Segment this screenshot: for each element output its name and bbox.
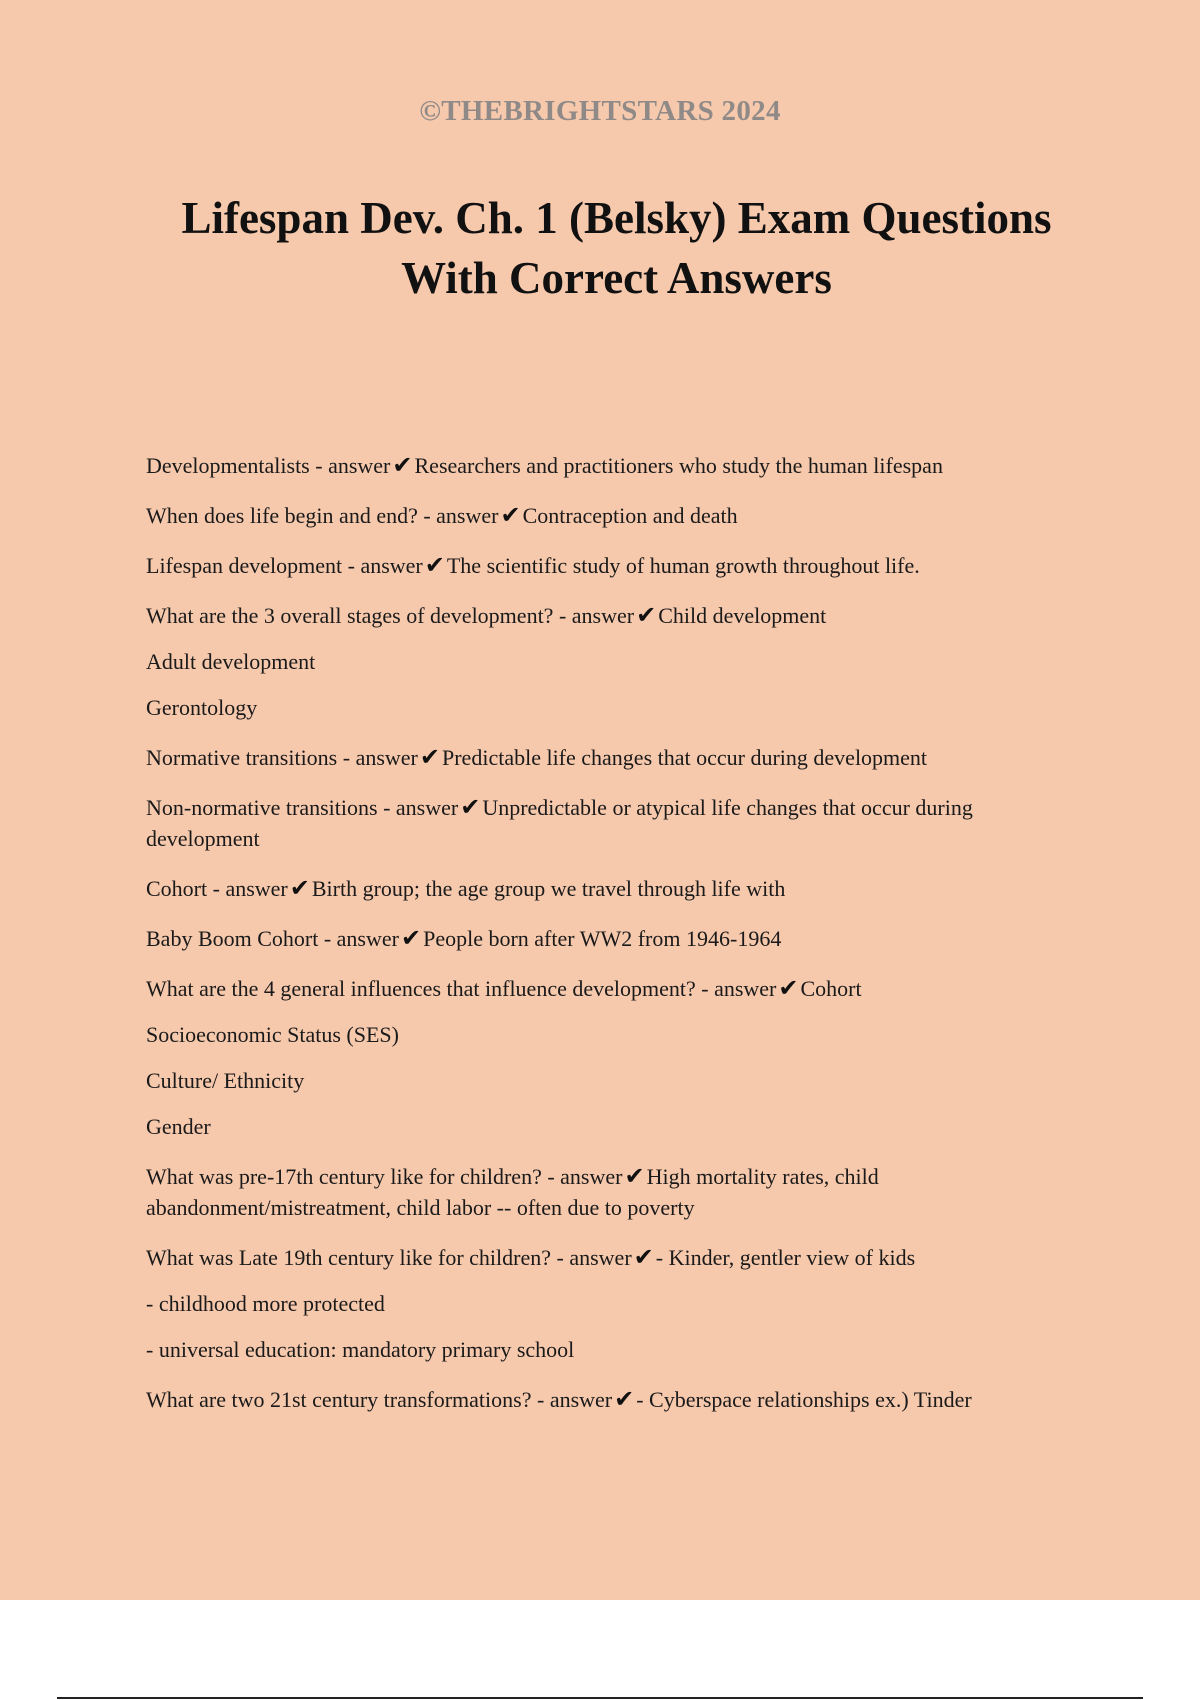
answer-marker: answer <box>395 795 459 820</box>
answer-marker: answer <box>225 876 288 901</box>
footer-divider <box>57 1697 1143 1699</box>
check-icon: ✔ <box>614 1385 635 1413</box>
qa-entry: Normative transitions - answer✔Predictable life changes that occur during development <box>146 743 928 771</box>
question-text: Developmentalists <box>146 453 310 478</box>
qa-entry: Baby Boom Cohort - answer✔People born after WW2 from 1946-1964 <box>146 924 782 952</box>
watermark: ©THEBRIGHTSTARS 2024 <box>419 95 781 127</box>
check-icon: ✔ <box>500 501 521 529</box>
answer-text: Predictable life changes that occur during development <box>442 745 928 770</box>
answer-text: Birth group; the age group we travel through life with <box>311 876 786 901</box>
qa-entry: Cohort - answer✔Birth group; the age group we travel through life with <box>146 874 786 902</box>
answer-marker: answer <box>571 603 635 628</box>
qa-entry: What was pre-17th century like for children? - answer✔High mortality rates, child abandonment/mistreatment, child labor -- often due to poverty <box>146 1162 879 1220</box>
answer-text: - Cyberspace relationships ex.) Tinder <box>636 1387 972 1412</box>
qa-entry: What are the 3 overall stages of development? - answer✔Child development <box>146 601 827 629</box>
answer-continuation: - universal education: mandatory primary school <box>146 1337 575 1362</box>
answer-text: - Kinder, gentler view of kids <box>655 1245 916 1270</box>
answer-marker: answer <box>355 745 418 770</box>
answer-text: Unpredictable or atypical life changes that occur during development <box>146 795 973 851</box>
qa-list <box>146 450 1076 1415</box>
check-icon: ✔ <box>460 793 481 821</box>
question-text: What are the 4 general influences that influence development? <box>146 976 696 1001</box>
page-title-line-2: With Correct Answers <box>401 253 832 303</box>
question-text: Cohort <box>146 876 208 901</box>
answer-text: Contraception and death <box>522 503 738 528</box>
answer-marker: answer <box>569 1245 632 1270</box>
answer-continuation: Gender <box>146 1114 211 1139</box>
check-icon: ✔ <box>419 743 440 771</box>
question-text: Normative transitions <box>146 745 338 770</box>
answer-marker: answer <box>336 926 399 951</box>
page-title <box>100 188 1133 308</box>
check-icon: ✔ <box>633 1243 654 1271</box>
answer-marker: answer <box>549 1387 613 1412</box>
question-text: Baby Boom Cohort <box>146 926 319 951</box>
qa-entry: Lifespan development - answer✔The scientific study of human growth throughout life. <box>146 551 920 579</box>
answer-marker: answer <box>328 453 391 478</box>
answer-marker: answer <box>360 553 423 578</box>
answer-text: High mortality rates, child abandonment/mistreatment, child labor -- often due to poverty <box>146 1164 879 1220</box>
answer-text: Child development <box>658 603 827 628</box>
question-text: What was Late 19th century like for children? <box>146 1245 552 1270</box>
answer-marker: answer <box>560 1164 623 1189</box>
answer-continuation: - childhood more protected <box>146 1291 385 1316</box>
check-icon: ✔ <box>289 874 310 902</box>
answer-continuation: Adult development <box>146 649 316 674</box>
qa-entry: What are two 21st century transformations? - answer✔- Cyberspace relationships ex.) Tinder <box>146 1385 972 1413</box>
check-icon: ✔ <box>424 551 445 579</box>
answer-marker: answer <box>436 503 499 528</box>
qa-entry: What are the 4 general influences that influence development? - answer✔Cohort <box>146 974 862 1002</box>
check-icon: ✔ <box>400 924 422 952</box>
answer-text: The scientific study of human growth throughout life. <box>446 553 920 578</box>
question-text: What was pre-17th century like for children? <box>146 1164 542 1189</box>
qa-entry: Developmentalists - answer✔Researchers and practitioners who study the human lifespan <box>146 451 943 479</box>
question-text: Non-normative transitions <box>146 795 378 820</box>
answer-continuation: Socioeconomic Status (SES) <box>146 1022 399 1047</box>
page-title-line-1: Lifespan Dev. Ch. 1 (Belsky) Exam Questions <box>181 193 1052 243</box>
answer-continuation: Gerontology <box>146 695 258 720</box>
answer-text: Cohort <box>800 976 862 1001</box>
answer-text: Researchers and practitioners who study the human lifespan <box>414 453 943 478</box>
check-icon: ✔ <box>624 1162 645 1190</box>
check-icon: ✔ <box>636 601 657 629</box>
qa-entry: When does life begin and end? - answer✔Contraception and death <box>146 501 738 529</box>
answer-continuation: Culture/ Ethnicity <box>146 1068 305 1093</box>
check-icon: ✔ <box>778 974 799 1002</box>
qa-entry: What was Late 19th century like for children? - answer✔- Kinder, gentler view of kids <box>146 1243 916 1271</box>
qa-entry: Non-normative transitions - answer✔Unpredictable or atypical life changes that occur during development <box>146 793 973 851</box>
check-icon: ✔ <box>392 451 413 479</box>
question-text: Lifespan development <box>146 553 343 578</box>
question-text: What are the 3 overall stages of development? <box>146 603 554 628</box>
answer-text: People born after WW2 from 1946-1964 <box>423 926 782 951</box>
question-text: When does life begin and end? <box>146 503 418 528</box>
question-text: What are two 21st century transformations? <box>146 1387 532 1412</box>
answer-marker: answer <box>714 976 777 1001</box>
